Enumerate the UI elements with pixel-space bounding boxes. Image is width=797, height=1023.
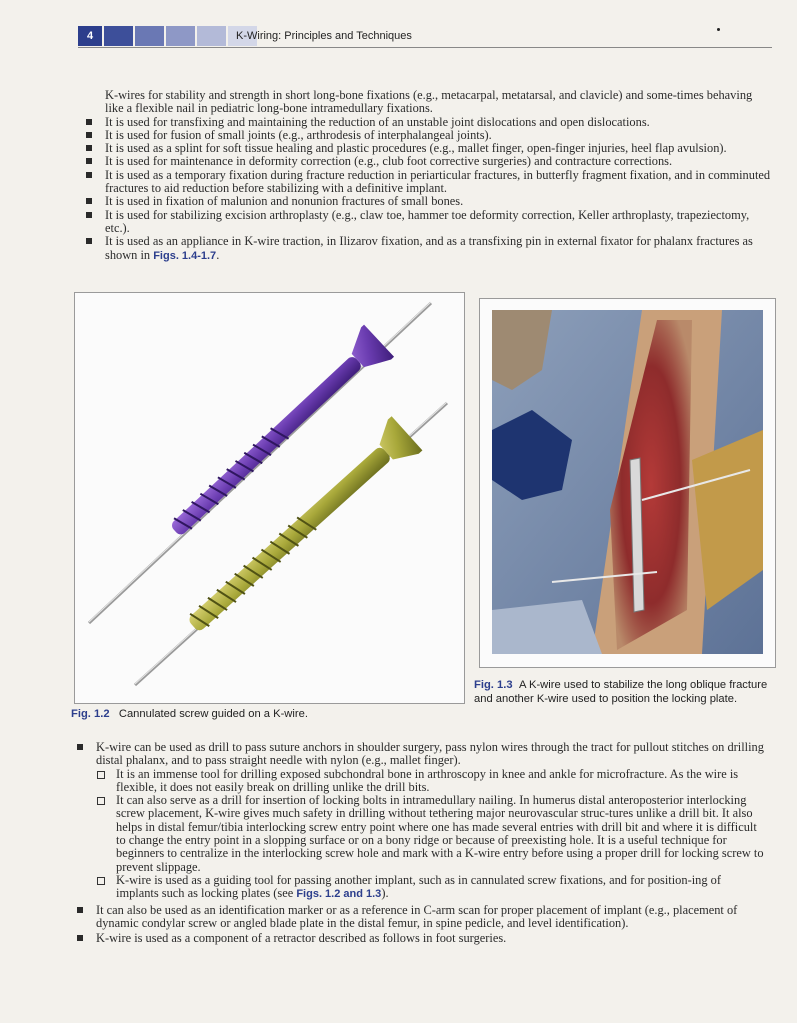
punctuation: . <box>216 247 220 262</box>
list-item-text: It is used in fixation of malunion and nonunion fractures of small bones. <box>105 194 464 209</box>
bullet-icon <box>86 132 92 138</box>
bullet-icon <box>86 158 92 164</box>
header-divider <box>78 47 772 48</box>
list-item <box>86 155 772 168</box>
list-item-text: It can also serve as a drill for insertion of locking bolts in intramedullary nailing. In humerus distal anteroposterior interlocking screw placement, K-wire gives much safety in drilling without tethering major neurovascular struc-tures unlike a drill bit. It also helps in distal femur/tibia interlocking screw entry point where one has made several entries with drill bit and where it is difficult to change the entry point in a slopping surface or on a bony ridge or because of preexisting hole. It is a useful technique for beginners to centralize in the interlocking screw hole and mark with a K-wire entry before using a proper drill for locking screw to prevent slippage. <box>116 793 764 874</box>
hollow-bullet-icon <box>97 771 105 779</box>
header-tab-bar <box>78 26 257 46</box>
figure-label: Fig. 1.2 <box>71 708 110 720</box>
page-number: 4 <box>78 26 102 46</box>
main-section <box>76 741 766 945</box>
punctuation: ). <box>381 886 389 901</box>
figure-reference-link[interactable]: Figs. 1.4-1.7 <box>153 249 217 262</box>
running-header <box>78 26 772 48</box>
caption-text: A K-wire used to stabilize the long oblique fracture and another K-wire used to position the locking plate. <box>474 679 768 705</box>
list-item-text: It can also be used as an identification marker or as a reference in C-arm scan for proper placement of implant (e.g., placement of dynamic condylar screw or angled blade plate in the distal femur, in spine pedicle, and level identification). <box>96 902 738 930</box>
figure-1-2 <box>74 292 465 704</box>
figure-1-2-caption <box>71 708 308 722</box>
list-item-text: It is used for maintenance in deformity correction (e.g., club foot corrective surgeries) and contracture corrections. <box>105 154 673 169</box>
list-item <box>86 169 772 196</box>
list-item <box>86 142 772 155</box>
figure-1-3 <box>479 298 776 668</box>
list-item-text: K-wire can be used as drill to pass suture anchors in shoulder surgery, pass nylon wires through the tract for pullout stitches on drilling distal phalanx, and to pass straight needle with nylon (e.g., mallet finger). <box>96 740 764 768</box>
surgical-photo <box>492 310 763 654</box>
chapter-title: K-Wiring: Principles and Techniques <box>236 30 412 42</box>
figure-1-3-caption <box>474 679 772 706</box>
caption-text: Cannulated screw guided on a K-wire. <box>118 708 308 720</box>
header-tab-block <box>197 26 226 46</box>
list-item <box>76 932 766 945</box>
list-item <box>86 116 772 129</box>
header-tab-block <box>135 26 164 46</box>
list-item-text: It is used for stabilizing excision arthroplasty (e.g., claw toe, hammer toe deformity correction, Keller arthroplasty, trapeziectomy, etc.). <box>105 207 750 235</box>
list-item-text: K-wire is used as a component of a retractor described as follows in foot surgeries. <box>96 931 507 946</box>
figure-reference-link[interactable]: Figs. 1.2 and 1.3 <box>296 888 382 901</box>
bullet-icon <box>77 744 83 750</box>
list-item-text: It is used for fusion of small joints (e.g., arthrodesis of interphalangeal joints). <box>105 127 492 142</box>
sub-list-item <box>76 794 766 874</box>
hollow-bullet-icon <box>97 877 105 885</box>
header-tab-block <box>104 26 133 46</box>
cannulated-screw-illustration <box>75 293 464 703</box>
list-item-text: It is used for transfixing and maintaining the reduction of an unstable joint dislocations and open dislocations. <box>105 114 650 129</box>
list-item-text: It is used as a splint for soft tissue healing and plastic procedures (e.g., mallet finger, open-finger injuries, heel flap avulsion). <box>105 141 727 156</box>
surgical-field-illustration <box>492 310 763 654</box>
bullet-icon <box>86 212 92 218</box>
list-item <box>86 195 772 208</box>
bullet-icon <box>86 238 92 244</box>
gold-screw <box>178 416 423 643</box>
figure-label: Fig. 1.3 <box>474 679 513 691</box>
list-item-text: It is an immense tool for drilling exposed subchondral bone in arthroscopy in knee and ankle for microfracture. As the wire is flexible, it does not easily break on drilling unlike the drill bits. <box>116 766 739 794</box>
list-item <box>76 904 766 931</box>
speck <box>717 28 720 31</box>
hollow-bullet-icon <box>97 797 105 805</box>
list-item-text: K-wire is used as a guiding tool for passing another implant, such as in cannulated screw fixations, and for position-ing of implants such as locking plates (see <box>116 872 721 901</box>
list-item-text: It is used as a temporary fixation during fracture reduction in periarticular fractures, in butterfly fragment fixation, and in comminuted fractures to aid reduction before stabilizing with a definitive implant. <box>105 167 771 196</box>
bullet-icon <box>77 935 83 941</box>
bullet-icon <box>86 145 92 151</box>
header-tab-block <box>166 26 195 46</box>
purple-screw <box>160 325 394 547</box>
bullet-icon <box>86 119 92 125</box>
bullet-icon <box>86 172 92 178</box>
sub-list-item <box>76 874 766 902</box>
list-item <box>86 209 772 236</box>
intro-lead: K-wires for stability and strength in short long-bone fixations (e.g., metacarpal, metatarsal, and clavicle) and some-times behaving like a flexible nail in pediatric long-bone intramedullary fixations. <box>105 88 753 116</box>
list-item <box>86 235 772 263</box>
sub-list-item <box>76 768 766 795</box>
intro-section <box>86 89 772 263</box>
list-item <box>86 129 772 142</box>
bullet-icon <box>77 907 83 913</box>
list-item <box>76 741 766 768</box>
bullet-icon <box>86 198 92 204</box>
list-item-text: It is used as an appliance in K-wire traction, in Ilizarov fixation, and as a transfixing pin in external fixator for phalanx fractures as shown in <box>105 234 753 262</box>
